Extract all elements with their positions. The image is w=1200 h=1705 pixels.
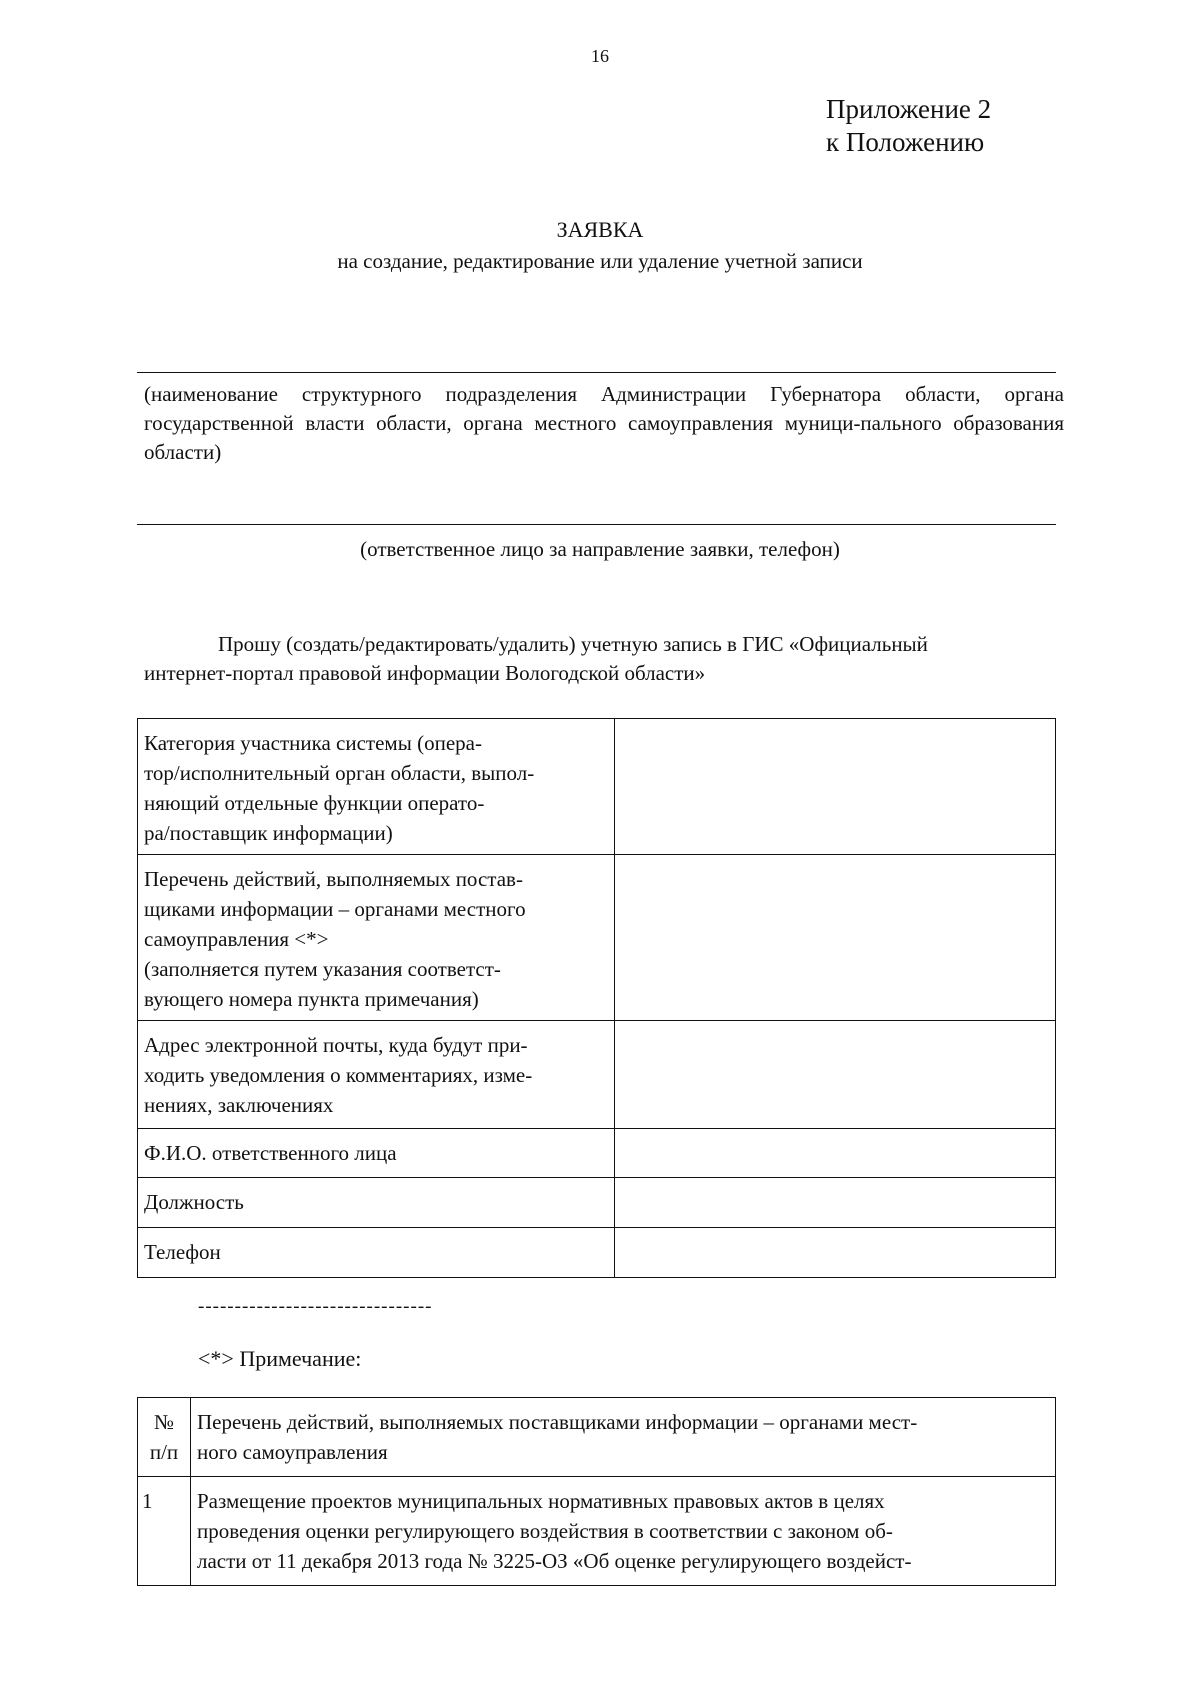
label-line: Адрес электронной почты, куда будут при-	[144, 1033, 528, 1057]
org-name-caption: (наименование структурного подразделения Администрации Губернатора области, органа государственной власти области, органа местного самоуправления муници-пального образования области)	[144, 382, 1064, 464]
header-number	[138, 1398, 191, 1477]
table-row	[138, 1477, 1056, 1586]
label-line: нениях, заключениях	[144, 1093, 334, 1117]
header-line: Перечень действий, выполняемых поставщиками информации – органами мест-	[197, 1410, 918, 1434]
label-line: ходить уведомления о комментариях, изме-	[144, 1063, 533, 1087]
actions-list-value[interactable]	[614, 855, 1055, 1021]
label-line: Перечень действий, выполняемых постав-	[144, 867, 523, 891]
description-line: ласти от 11 декабря 2013 года № 3225-ОЗ «Об оценке регулирующего воздейст-	[197, 1549, 912, 1573]
row-label	[138, 855, 615, 1021]
responsible-person-blank-line[interactable]	[137, 524, 1056, 525]
email-value[interactable]	[614, 1021, 1055, 1129]
table-row	[138, 1129, 1056, 1178]
label-line: тор/исполнительный орган области, выпол-	[144, 761, 535, 785]
row-label	[138, 719, 615, 855]
position-value[interactable]	[614, 1178, 1055, 1228]
label-line: ра/поставщик информации)	[144, 821, 393, 845]
description-line: Размещение проектов муниципальных нормативных правовых актов в целях	[197, 1489, 885, 1513]
phone-value[interactable]	[614, 1228, 1055, 1278]
document-title: ЗАЯВКА	[556, 217, 644, 242]
label-line: щиками информации – органами местного	[144, 897, 526, 921]
table-row	[138, 1228, 1056, 1278]
table-row	[138, 855, 1056, 1021]
row-label	[138, 1228, 615, 1278]
note-title: <*> Примечание:	[198, 1346, 362, 1371]
page-number: 16	[591, 46, 609, 66]
row-number: 1	[138, 1477, 191, 1586]
label-line: вующего номера пункта примечания)	[144, 987, 479, 1011]
header-description	[191, 1398, 1056, 1477]
full-name-value[interactable]	[614, 1129, 1055, 1178]
note-table	[137, 1397, 1056, 1586]
appendix-line-1: Приложение 2	[826, 94, 992, 124]
row-label	[138, 1021, 615, 1129]
request-paragraph	[144, 630, 1064, 688]
account-request-table	[137, 718, 1056, 1278]
document-subtitle: на создание, редактирование или удаление учетной записи	[337, 249, 863, 273]
description-line: проведения оценки регулирующего воздействия в соответствии с законом об-	[197, 1519, 893, 1543]
label-line: няющий отдельные функции операто-	[144, 791, 485, 815]
participant-category-value[interactable]	[614, 719, 1055, 855]
header-line: п/п	[149, 1440, 179, 1464]
header-line: №	[153, 1410, 175, 1434]
footnote-separator: --------------------------------	[198, 1296, 433, 1317]
label-line: Должность	[144, 1190, 244, 1214]
appendix-line-2: к Положению	[826, 127, 985, 157]
table-row	[138, 1178, 1056, 1228]
org-name-blank-line[interactable]	[137, 372, 1056, 373]
label-line: самоуправления <*>	[144, 927, 329, 951]
label-line: Ф.И.О. ответственного лица	[144, 1141, 397, 1165]
request-line-2: интернет-портал правовой информации Вологодской области»	[144, 661, 706, 685]
row-label	[138, 1178, 615, 1228]
table-header-row	[138, 1398, 1056, 1477]
label-line: Телефон	[144, 1240, 221, 1264]
request-line-1: Прошу (создать/редактировать/удалить) учетную запись в ГИС «Официальный	[218, 632, 928, 656]
row-description	[191, 1477, 1056, 1586]
label-line: (заполняется путем указания соответст-	[144, 957, 501, 981]
responsible-person-caption: (ответственное лицо за направление заявки, телефон)	[360, 537, 840, 561]
label-line: Категория участника системы (опера-	[144, 731, 482, 755]
table-row	[138, 719, 1056, 855]
table-row	[138, 1021, 1056, 1129]
header-line: ного самоуправления	[197, 1440, 388, 1464]
appendix-reference	[826, 93, 991, 159]
row-label	[138, 1129, 615, 1178]
